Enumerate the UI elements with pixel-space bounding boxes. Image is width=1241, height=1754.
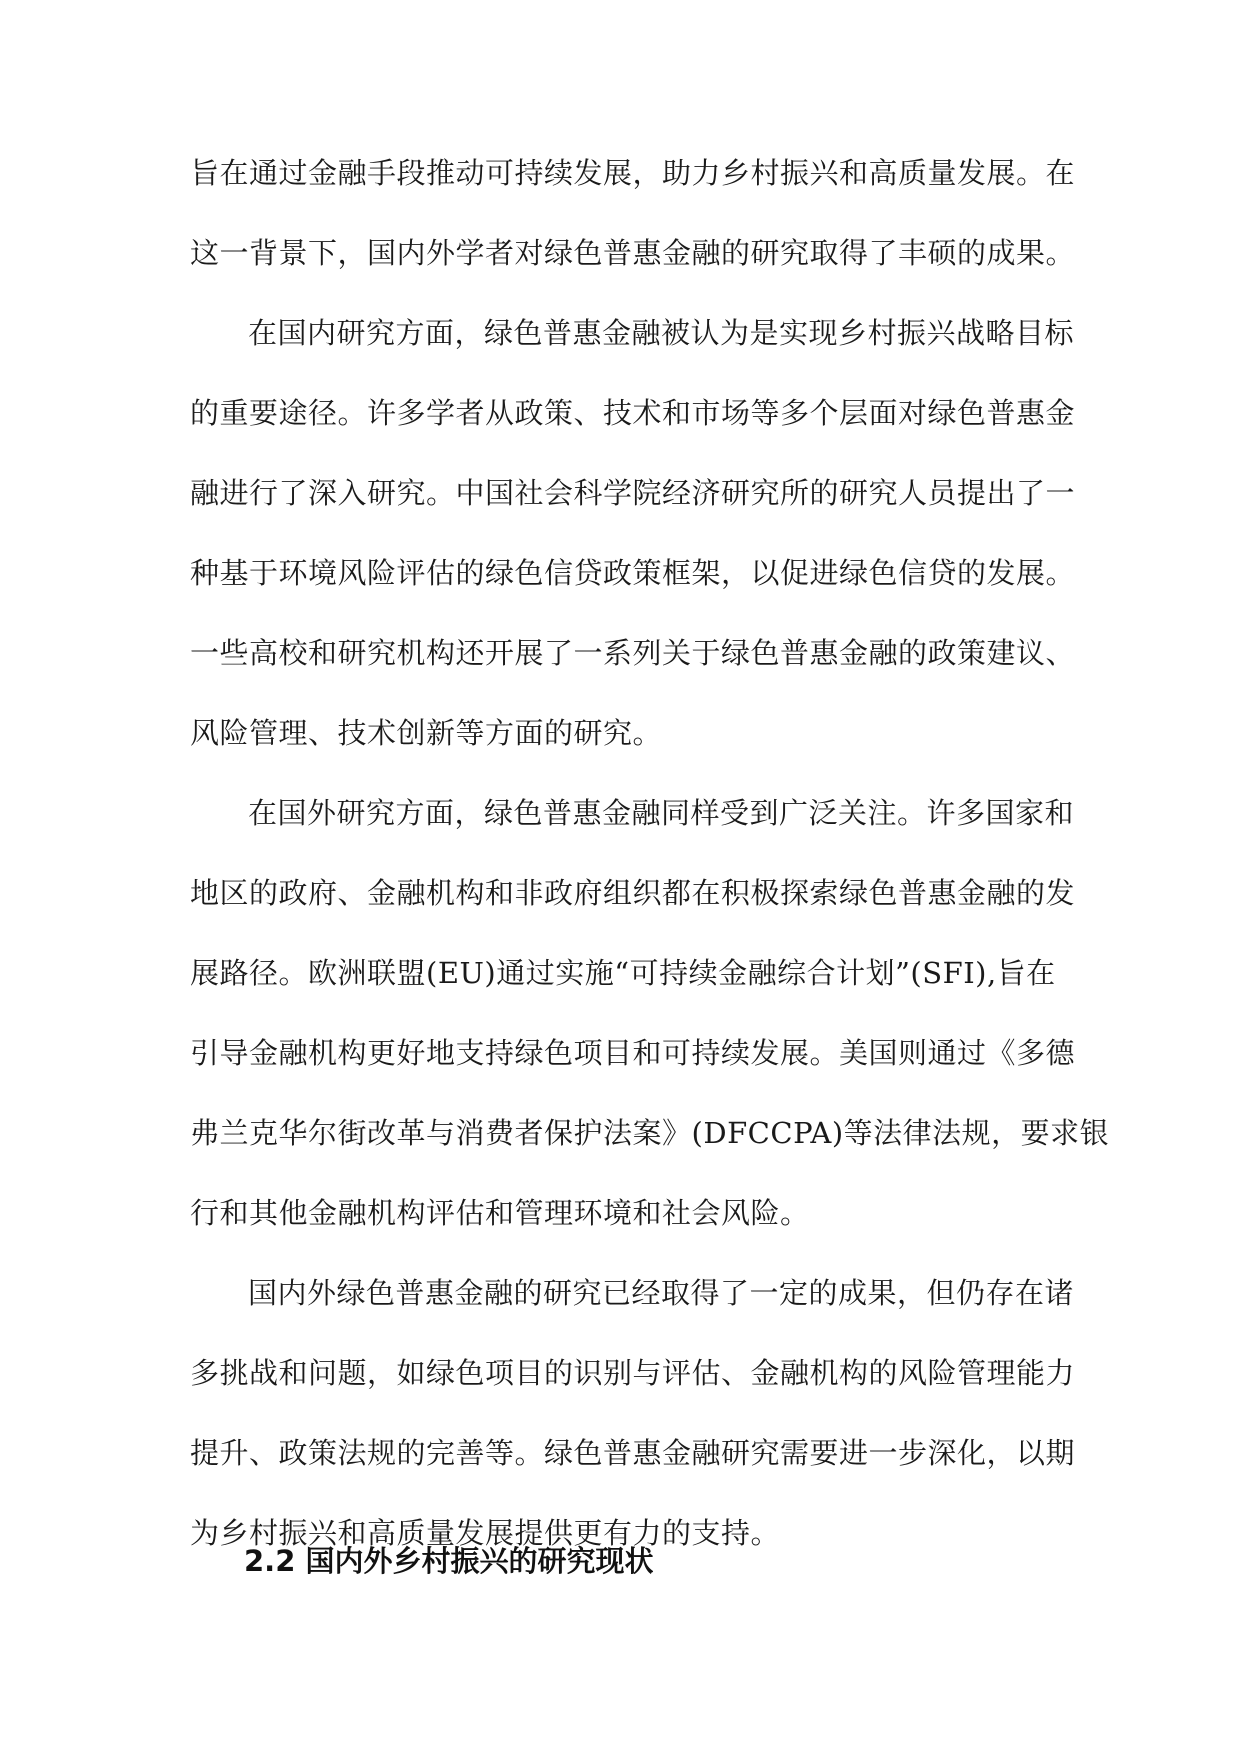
text-line: 提升、政策法规的完善等。绿色普惠金融研究需要进一步深化，以期 — [190, 1436, 1076, 1470]
text-line: 在国内研究方面，绿色普惠金融被认为是实现乡村振兴战略目标 — [248, 316, 1075, 350]
text-line: 国内外绿色普惠金融的研究已经取得了一定的成果，但仍存在诸 — [248, 1276, 1075, 1310]
paragraph-3 — [190, 780, 1110, 1260]
text-line: 弗兰克华尔街改革与消费者保护法案》(DFCCPA)等法律法规，要求银 — [190, 1116, 1110, 1150]
paragraph-1 — [190, 140, 1076, 300]
text-line: 在国外研究方面，绿色普惠金融同样受到广泛关注。许多国家和 — [248, 796, 1075, 830]
text-line: 融进行了深入研究。中国社会科学院经济研究所的研究人员提出了一 — [190, 476, 1076, 510]
text-line: 引导金融机构更好地支持绿色项目和可持续发展。美国则通过《多德 — [190, 1036, 1076, 1070]
text-line: 地区的政府、金融机构和非政府组织都在积极探索绿色普惠金融的发 — [190, 876, 1076, 910]
paragraph-2 — [190, 300, 1076, 780]
text-line: 风险管理、技术创新等方面的研究。 — [190, 716, 663, 750]
text-line: 为乡村振兴和高质量发展提供更有力的支持。 — [190, 1516, 781, 1550]
text-line: 一些高校和研究机构还开展了一系列关于绿色普惠金融的政策建议、 — [190, 636, 1076, 670]
body-text — [190, 140, 1110, 1580]
text-line: 种基于环境风险评估的绿色信贷政策框架，以促进绿色信贷的发展。 — [190, 556, 1076, 590]
text-line: 行和其他金融机构评估和管理环境和社会风险。 — [190, 1196, 810, 1230]
paragraph-4 — [190, 1260, 1076, 1580]
section-heading: 2.2 国内外乡村振兴的研究现状 — [244, 1544, 654, 1578]
text-line: 展路径。欧洲联盟(EU)通过实施“可持续金融综合计划”(SFI),旨在 — [190, 956, 1056, 990]
text-line: 旨在通过金融手段推动可持续发展，助力乡村振兴和高质量发展。在 — [190, 156, 1076, 190]
text-line: 这一背景下，国内外学者对绿色普惠金融的研究取得了丰硕的成果。 — [190, 236, 1076, 270]
text-line: 的重要途径。许多学者从政策、技术和市场等多个层面对绿色普惠金 — [190, 396, 1076, 430]
text-line: 多挑战和问题，如绿色项目的识别与评估、金融机构的风险管理能力 — [190, 1356, 1076, 1390]
